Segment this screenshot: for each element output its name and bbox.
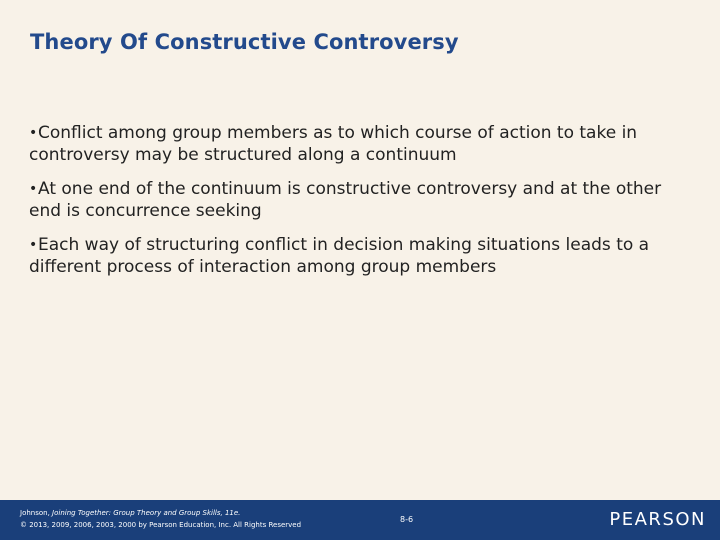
footer-book-title: Joining Together: Group Theory and Group Skills, 11e. [52, 509, 241, 517]
footer-bar [0, 500, 720, 540]
footer-copyright: © 2013, 2009, 2006, 2003, 2000 by Pearson Education, Inc. All Rights Reserved [20, 521, 302, 529]
bullet-text: Conflict among group members as to which course of action to take in controversy may be structured along a continuum [29, 123, 638, 165]
footer-author: Johnson, [20, 509, 50, 517]
bullet-list [29, 122, 669, 290]
footer-citation [20, 507, 301, 531]
bullet-item [29, 234, 669, 278]
bullet-item [29, 122, 669, 166]
bullet-text: Each way of structuring conflict in decision making situations leads to a different process of interaction among group members [29, 235, 650, 277]
bullet-icon: • [29, 181, 38, 197]
bullet-icon: • [29, 237, 38, 253]
slide-title: Theory Of Constructive Controversy [30, 30, 459, 54]
publisher-logo: PEARSON [609, 509, 706, 530]
footer-citation-line [20, 507, 301, 519]
bullet-item [29, 178, 669, 222]
bullet-text: At one end of the continuum is constructive controversy and at the other end is concurrence seeking [29, 179, 662, 221]
bullet-icon: • [29, 125, 38, 141]
page-number: 8-6 [400, 515, 414, 524]
